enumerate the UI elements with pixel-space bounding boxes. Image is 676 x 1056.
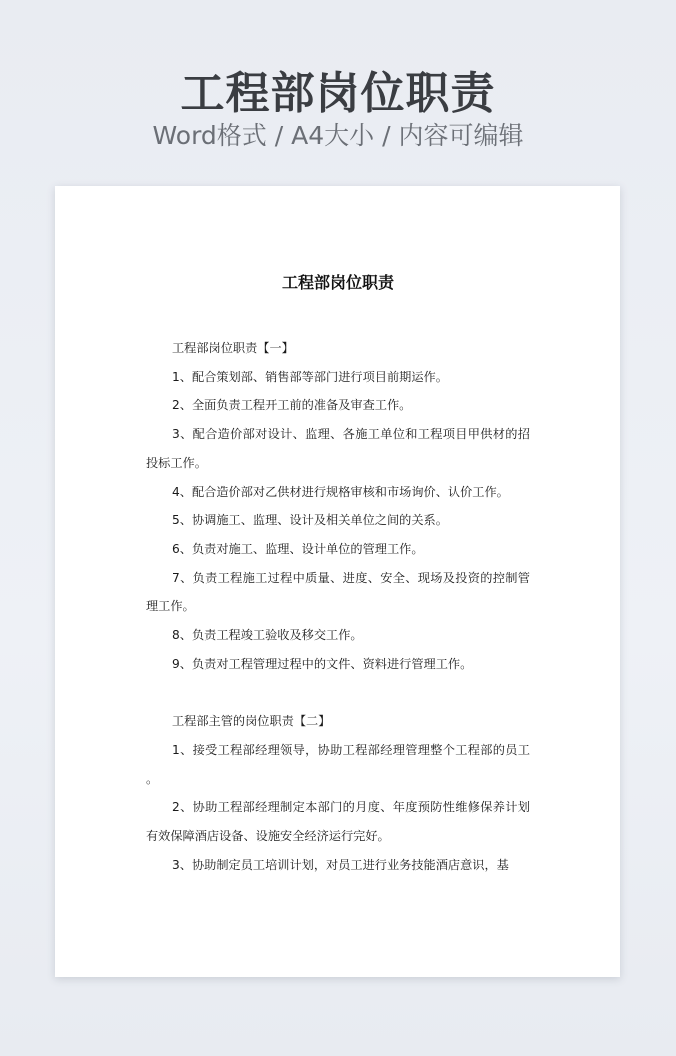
list-item: 6、负责对施工、监理、设计单位的管理工作。 (172, 541, 424, 556)
hero-subtitle: Word格式 / A4大小 / 内容可编辑 (152, 121, 524, 150)
list-item: 3、配合造价部对设计、监理、各施工单位和工程项目甲供材的招投标工作。 (146, 427, 530, 470)
list-item: 5、协调施工、监理、设计及相关单位之间的关系。 (172, 513, 448, 528)
section-gap (146, 678, 530, 707)
document-title: 工程部岗位职责 (281, 273, 394, 292)
list-item: 9、负责对工程管理过程中的文件、资料进行管理工作。 (172, 656, 473, 671)
list-item: 1、接受工程部经理领导，协助工程部经理管理整个工程部的员工 。 (146, 742, 530, 786)
document-body (146, 334, 530, 879)
list-item: 4、配合造价部对乙供材进行规格审核和市场询价、认价工作。 (172, 484, 509, 499)
section-heading-1: 工程部岗位职责【一】 (172, 341, 294, 355)
hero-title: 工程部岗位职责 (180, 68, 496, 119)
list-item: 8、负责工程竣工验收及移交工作。 (172, 628, 363, 643)
list-item: 7、负责工程施工过程中质量、进度、安全、现场及投资的控制管理工作。 (146, 570, 530, 614)
list-item: 3、协助制定员工培训计划，对员工进行业务技能酒店意识，基 (172, 857, 509, 872)
list-item: 1、配合策划部、销售部等部门进行项目前期运作。 (172, 369, 448, 384)
list-item: 2、全面负责工程开工前的准备及审查工作。 (172, 398, 412, 413)
section-heading-2: 工程部主管的岗位职责【二】 (172, 714, 331, 729)
list-item: 2、协助工程部经理制定本部门的月度、年度预防性维修保养计划有效保障酒店设备、设施安全经济运行完好。 (146, 800, 530, 843)
